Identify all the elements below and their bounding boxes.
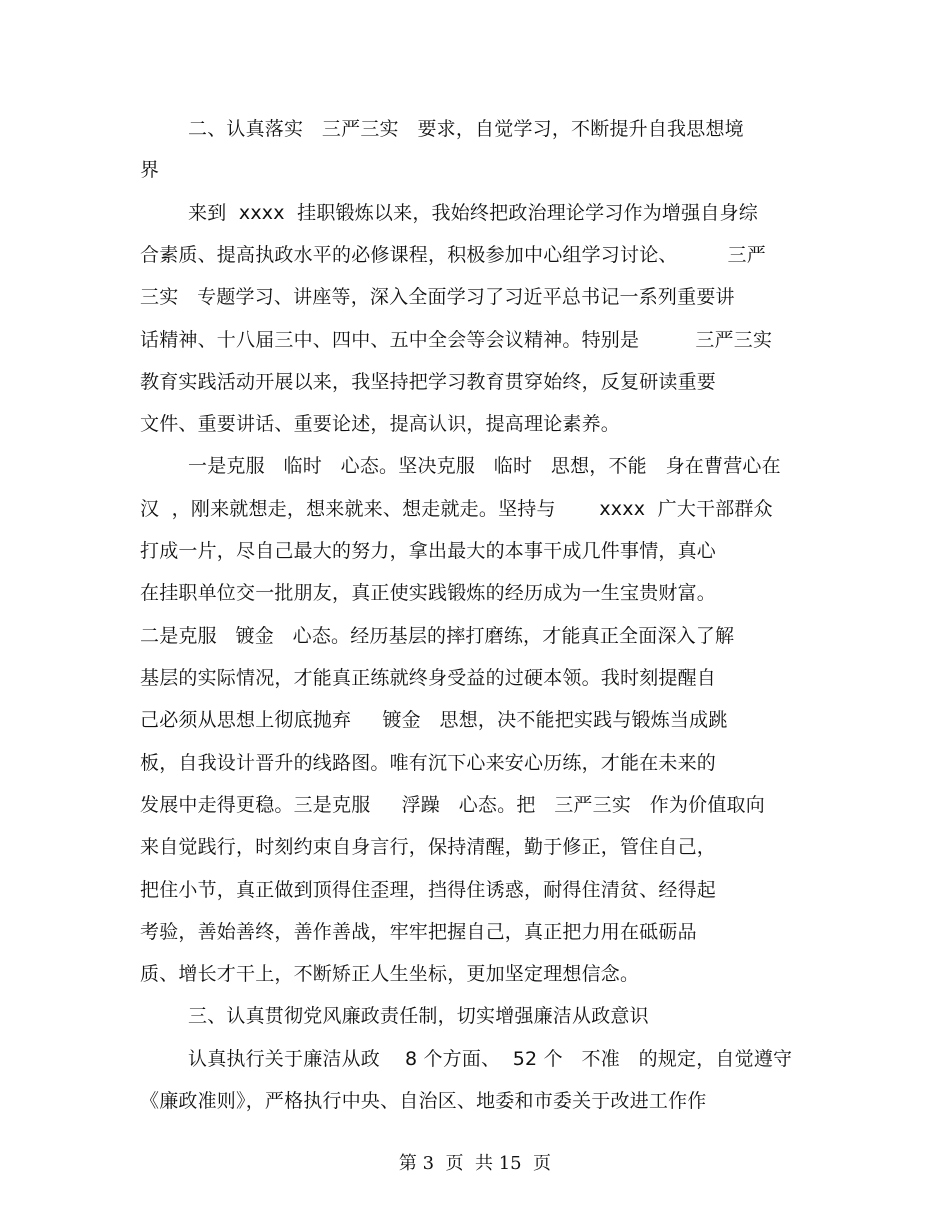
- text-line: 界: [140, 159, 160, 181]
- text-line: 己必须从思想上彻底抛弃 镀金 思想，决不能把实践与锻炼当成跳: [140, 709, 728, 731]
- text-line: 质、增长才干上，不断矫正人生坐标，更加坚定理想信念。: [140, 963, 640, 985]
- text-line: 基层的实际情况，才能真正练就终身受益的过硬本领。我时刻提醒自: [140, 667, 717, 689]
- text-line: 教育实践活动开展以来，我坚持把学习教育贯穿始终，反复研读重要: [140, 371, 717, 393]
- text-line: 合素质、提高执政水平的必修课程，积极参加中心组学习讨论、 三严: [140, 244, 766, 266]
- text-line: 三、认真贯彻党风廉政责任制，切实增强廉洁从政意识: [188, 1005, 649, 1027]
- text-line: 来到 xxxx 挂职锻炼以来，我始终把政治理论学习作为增强自身综: [188, 202, 758, 224]
- text-line: 二是克服 镀金 心态。经历基层的摔打磨练，才能真正全面深入了解: [140, 625, 735, 647]
- text-line: 把住小节，真正做到顶得住歪理，挡得住诱惑，耐得住清贫、经得起: [140, 879, 717, 901]
- text-line: 发展中走得更稳。三是克服 浮躁 心态。把 三严三实 作为价值取向: [140, 794, 765, 816]
- text-line: 考验，善始善终，善作善战，牢牢把握自己，真正把力用在砥砺品: [140, 921, 697, 943]
- text-line: 汉 ，刚来就想走，想来就来、想走就走。坚持与 xxxx 广大干部群众: [140, 498, 773, 520]
- text-line: 二、认真落实 三严三实 要求，自觉学习，不断提升自我思想境: [188, 118, 744, 140]
- text-line: 来自觉践行，时刻约束自身言行，保持清醒，勤于修正，管住自己，: [140, 836, 717, 858]
- page-number-footer: 第 3 页 共 15 页: [398, 1153, 552, 1174]
- text-line: 《廉政准则》，严格执行中央、自治区、地委和市委关于改进工作作: [140, 1090, 707, 1112]
- text-line: 三实 专题学习、讲座等，深入全面学习了习近平总书记一系列重要讲: [140, 286, 735, 308]
- text-line: 一是克服 临时 心态。坚决克服 临时 思想，不能 身在曹营心在: [188, 455, 781, 477]
- text-line: 认真执行关于廉洁从政 8 个方面、 52 个 不准 的规定，自觉遵守: [188, 1048, 793, 1070]
- text-line: 文件、重要讲话、重要论述，提高认识，提高理论素养。: [140, 413, 621, 435]
- text-line: 在挂职单位交一批朋友，真正使实践锻炼的经历成为一生宝贵财富。: [140, 582, 717, 604]
- text-line: 板，自我设计晋升的线路图。唯有沉下心来安心历练，才能在未来的: [140, 752, 717, 774]
- text-line: 打成一片，尽自己最大的努力，拿出最大的本事干成几件事情，真心: [140, 540, 717, 562]
- text-line: 话精神、十八届三中、四中、五中全会等会议精神。特别是 三严三实: [140, 329, 773, 351]
